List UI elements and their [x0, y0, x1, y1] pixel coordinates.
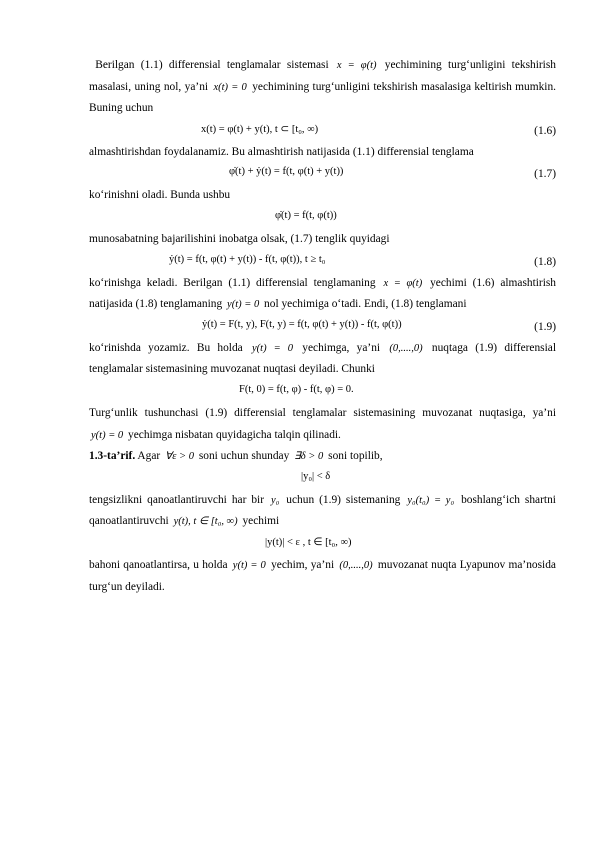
equation-y0 — [89, 468, 556, 490]
paragraph-6 — [89, 338, 556, 381]
equation-F — [89, 381, 556, 403]
text: boshlang‘ich shartni qanoatlantiruvchi — [89, 493, 556, 528]
text: yechimga, ya’ni — [302, 341, 381, 354]
paragraph-9 — [89, 490, 556, 533]
text: yechimi — [242, 515, 280, 528]
equation-expr: |y(t)| < ε , t ∈ [t₀, ∞) — [265, 536, 352, 548]
text: Agar — [137, 450, 161, 463]
math-inline: x = φ(t) — [383, 277, 423, 289]
text: nuqtaga (1.9) differensial tenglamalar sistemasining muvozanat nuqtasi deyiladi. Chunki — [89, 341, 556, 376]
document-page — [89, 55, 556, 598]
math-inline: (0,....,0) — [389, 342, 423, 354]
text: nol yechimiga o‘tadi. Endi, (1.8) tenglamani — [264, 298, 467, 311]
equation-y-eps — [89, 533, 556, 555]
math-inline: ∀ε > 0 — [165, 451, 194, 463]
equation-expr: φ̇(t) = f(t, φ(t)) — [275, 209, 337, 221]
definition-label: 1.3-ta’rif. — [89, 450, 136, 463]
equation-expr: φ̇(t) + ẏ(t) = f(t, φ(t) + y(t)) — [229, 166, 344, 178]
text: yechimga nisbatan quyidagicha talqin qilinadi. — [128, 428, 341, 441]
math-inline: y(t) = 0 — [232, 559, 266, 571]
math-inline: y₀ — [271, 494, 280, 506]
equation-number: (1.6) — [534, 124, 556, 137]
equation-expr: x(t) = φ(t) + y(t), t ⊂ [t₀, ∞) — [201, 123, 319, 135]
text: soni topilib, — [328, 450, 383, 463]
equation-expr: ẏ(t) = F(t, y), F(t, y) = f(t, φ(t) + y(t)) - f(t, φ(t)) — [202, 318, 402, 330]
paragraph-4: munosabatning bajarilishini inobatga olsak, (1.7) tenglik quyidagi — [89, 232, 390, 245]
math-inline: x(t) = 0 — [213, 81, 247, 93]
paragraph-1 — [89, 55, 556, 120]
paragraph-8 — [89, 446, 556, 468]
equation-expr: |y₀| < δ — [301, 470, 331, 482]
paragraph-2: almashtirishdan foydalanamiz. Bu almashtirish natijasida (1.1) differensial tenglama — [89, 145, 474, 158]
text: yechim, ya’ni — [271, 558, 335, 571]
math-inline: y(t) = 0 — [91, 429, 124, 441]
math-inline: y(t) = 0 — [227, 299, 260, 311]
equation-1-8 — [89, 251, 556, 273]
paragraph-7 — [89, 403, 556, 446]
math-inline: (0,....,0) — [339, 559, 373, 571]
math-inline: ∃δ > 0 — [294, 451, 324, 463]
text: yechimining turg‘unligini tekshirish masalasi, uning nol, ya’ni — [89, 59, 556, 93]
math-inline: y(t), t ∈ [t₀, ∞) — [173, 516, 238, 528]
equation-number: (1.8) — [534, 255, 556, 268]
text: soni uchun shunday — [198, 450, 290, 463]
text: Turg‘unlik tushunchasi (1.9) differensial tenglamalar sistemasining muvozanat nuqtasiga, ya’ni — [89, 406, 556, 419]
text: bahoni qanoatlantirsa, u holda — [89, 558, 228, 571]
text: muvozanat nuqta Lyapunov ma’nosida turg‘un deyiladi. — [89, 558, 556, 593]
equation-1-7 — [89, 163, 556, 185]
math-inline: y(t) = 0 — [252, 342, 293, 354]
paragraph-5 — [89, 273, 556, 316]
text: yechimining turg‘unligini tekshirish masalasiga keltirish mumkin. Buning uchun — [89, 80, 556, 115]
equation-expr: F(t, 0) = f(t, φ) - f(t, φ) = 0. — [239, 383, 354, 395]
text: tengsizlikni qanoatlantiruvchi har bir — [89, 493, 265, 506]
math-inline: y₀(t₀) = y₀ — [407, 494, 455, 506]
equation-phi — [89, 207, 556, 229]
paragraph-3: ko‘rinishni oladi. Bunda ushbu — [89, 189, 231, 202]
equation-expr: ẏ(t) = f(t, φ(t) + y(t)) - f(t, φ(t)), t ≥ t₀ — [169, 253, 326, 265]
math-inline: x = φ(t) — [336, 60, 377, 71]
paragraph-10 — [89, 555, 556, 598]
text: uchun (1.9) sistemaning — [286, 493, 401, 506]
text: Berilgan (1.1) differensial tenglamalar sistemasi — [95, 59, 329, 71]
text: ko‘rinishga keladi. Berilgan (1.1) differensial tenglamaning — [89, 276, 376, 289]
equation-number: (1.7) — [534, 168, 556, 181]
text: ko‘rinishda yozamiz. Bu holda — [89, 341, 243, 354]
equation-number: (1.9) — [534, 320, 556, 333]
equation-1-9 — [89, 316, 556, 338]
text: yechimi (1.6) almashtirish natijasida (1.8) tenglamaning — [89, 276, 556, 311]
equation-1-6 — [89, 120, 556, 142]
